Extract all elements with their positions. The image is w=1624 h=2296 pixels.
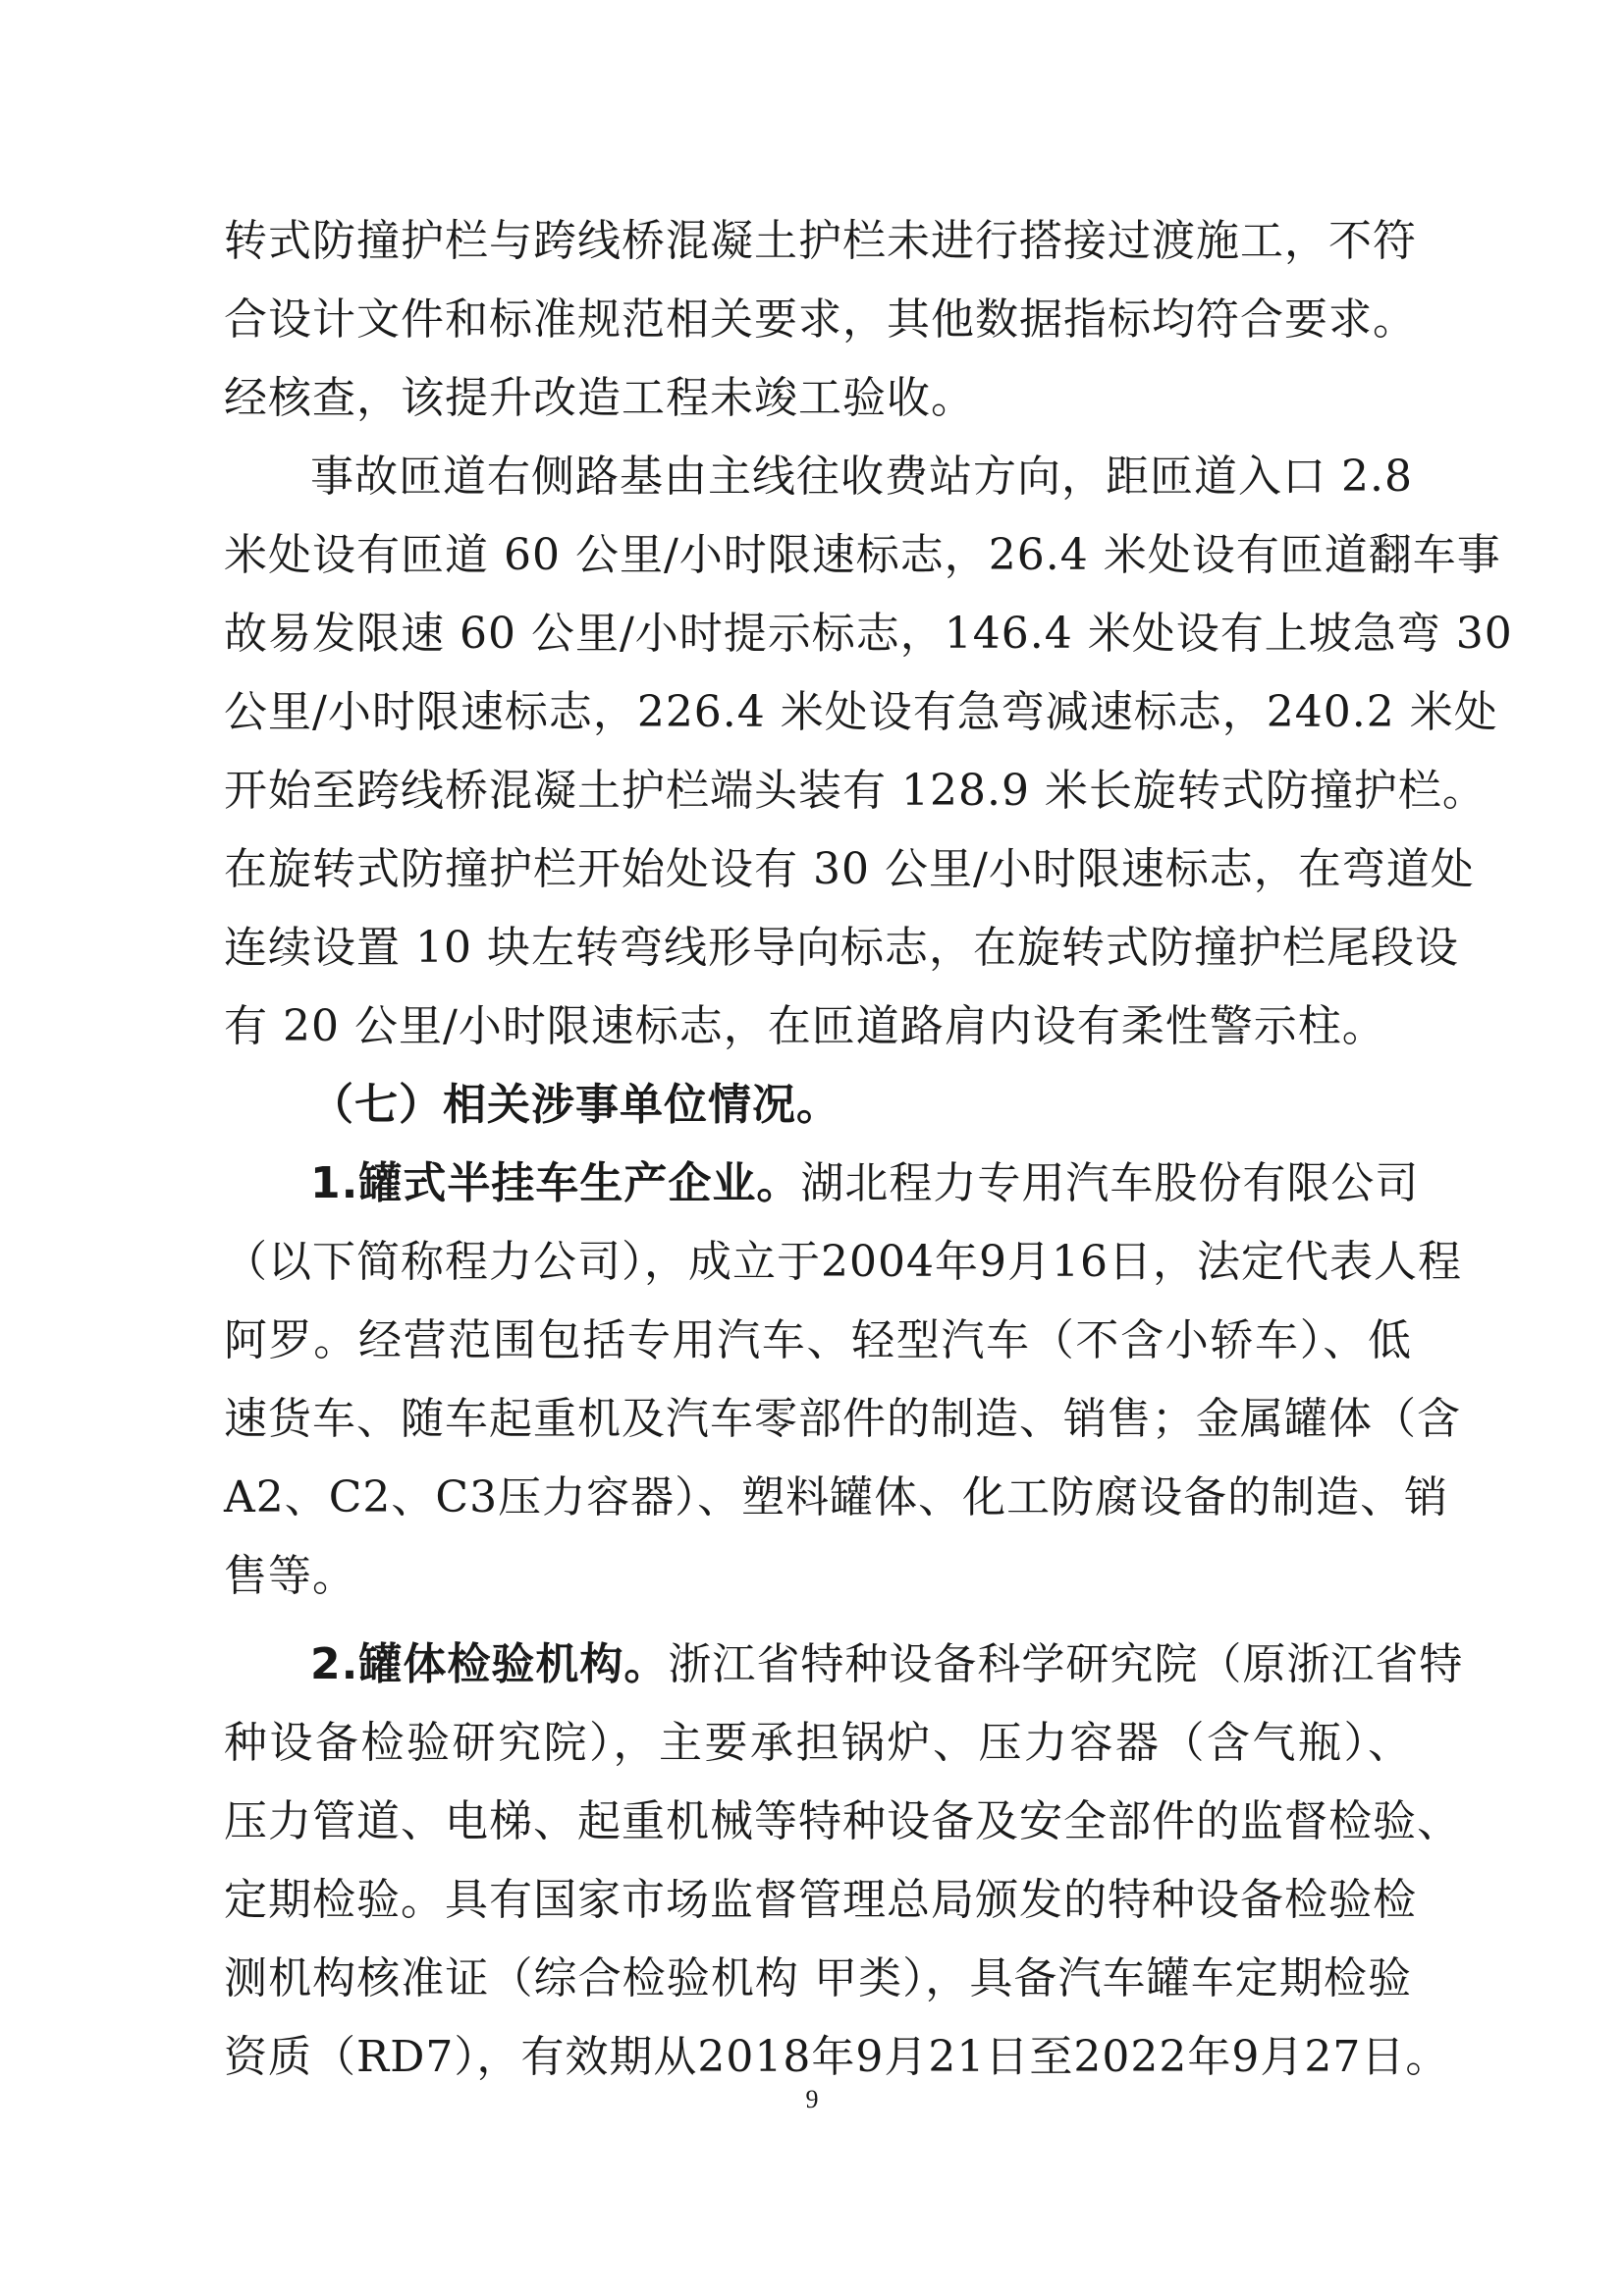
paragraph-line xyxy=(310,1145,1420,1223)
paragraph-line: 定期检验。具有国家市场监督管理总局颁发的特种设备检验检 xyxy=(224,1875,1417,1925)
paragraph-line: 开始至跨线桥混凝土护栏端头装有 128.9 米长旋转式防撞护栏。 xyxy=(224,766,1487,816)
paragraph-line: 事故匝道右侧路基由主线往收费站方向，距匝道入口 2.8 xyxy=(310,452,1413,502)
page-number: 9 xyxy=(805,2085,819,2113)
paragraph-line: 售等。 xyxy=(224,1551,356,1601)
item-text: 湖北程力专用汽车股份有限公司 xyxy=(800,1158,1420,1208)
paragraph-line: 在旋转式防撞护栏开始处设有 30 公里/小时限速标志，在弯道处 xyxy=(224,844,1475,894)
paragraph-line: A2、C2、C3压力容器）、塑料罐体、化工防腐设备的制造、销 xyxy=(224,1472,1449,1522)
paragraph-line: 合设计文件和标准规范相关要求，其他数据指标均符合要求。 xyxy=(224,294,1417,345)
paragraph-line: 资质（RD7），有效期从2018年9月21日至2022年9月27日。 xyxy=(224,2032,1450,2082)
item-text: 浙江省特种设备科学研究院（原浙江省特 xyxy=(668,1639,1464,1689)
paragraph-line xyxy=(310,1626,1464,1704)
paragraph-line: 压力管道、电梯、起重机械等特种设备及安全部件的监督检验、 xyxy=(224,1796,1461,1846)
paragraph-line: 连续设置 10 块左转弯线形导向标志，在旋转式防撞护栏尾段设 xyxy=(224,923,1459,973)
item-lead-bold: 2.罐体检验机构。 xyxy=(310,1639,669,1689)
section-heading: （七）相关涉事单位情况。 xyxy=(310,1080,840,1130)
item-lead-bold: 1.罐式半挂车生产企业。 xyxy=(310,1158,801,1208)
paragraph-line: 阿罗。经营范围包括专用汽车、轻型汽车（不含小轿车）、低 xyxy=(224,1315,1412,1365)
paragraph-line: 速货车、随车起重机及汽车零部件的制造、销售；金属罐体（含 xyxy=(224,1394,1461,1444)
paragraph-line: 有 20 公里/小时限速标志，在匝道路肩内设有柔性警示柱。 xyxy=(224,1001,1386,1051)
paragraph-line: 公里/小时限速标志，226.4 米处设有急弯减速标志，240.2 米处 xyxy=(224,687,1498,737)
paragraph-line: 种设备检验研究院），主要承担锅炉、压力容器（含气瓶）、 xyxy=(224,1718,1412,1768)
paragraph-line: 米处设有匝道 60 公里/小时限速标志，26.4 米处设有匝道翻车事 xyxy=(224,530,1501,580)
paragraph-line: （以下简称程力公司），成立于2004年9月16日，法定代表人程 xyxy=(224,1237,1462,1287)
paragraph-line: 转式防撞护栏与跨线桥混凝土护栏未进行搭接过渡施工，不符 xyxy=(224,216,1417,266)
paragraph-line: 测机构核准证（综合检验机构 甲类），具备汽车罐车定期检验 xyxy=(224,1953,1412,2003)
paragraph-line: 故易发限速 60 公里/小时提示标志，146.4 米处设有上坡急弯 30 xyxy=(224,609,1513,659)
paragraph-line: 经核查，该提升改造工程未竣工验收。 xyxy=(224,373,975,423)
